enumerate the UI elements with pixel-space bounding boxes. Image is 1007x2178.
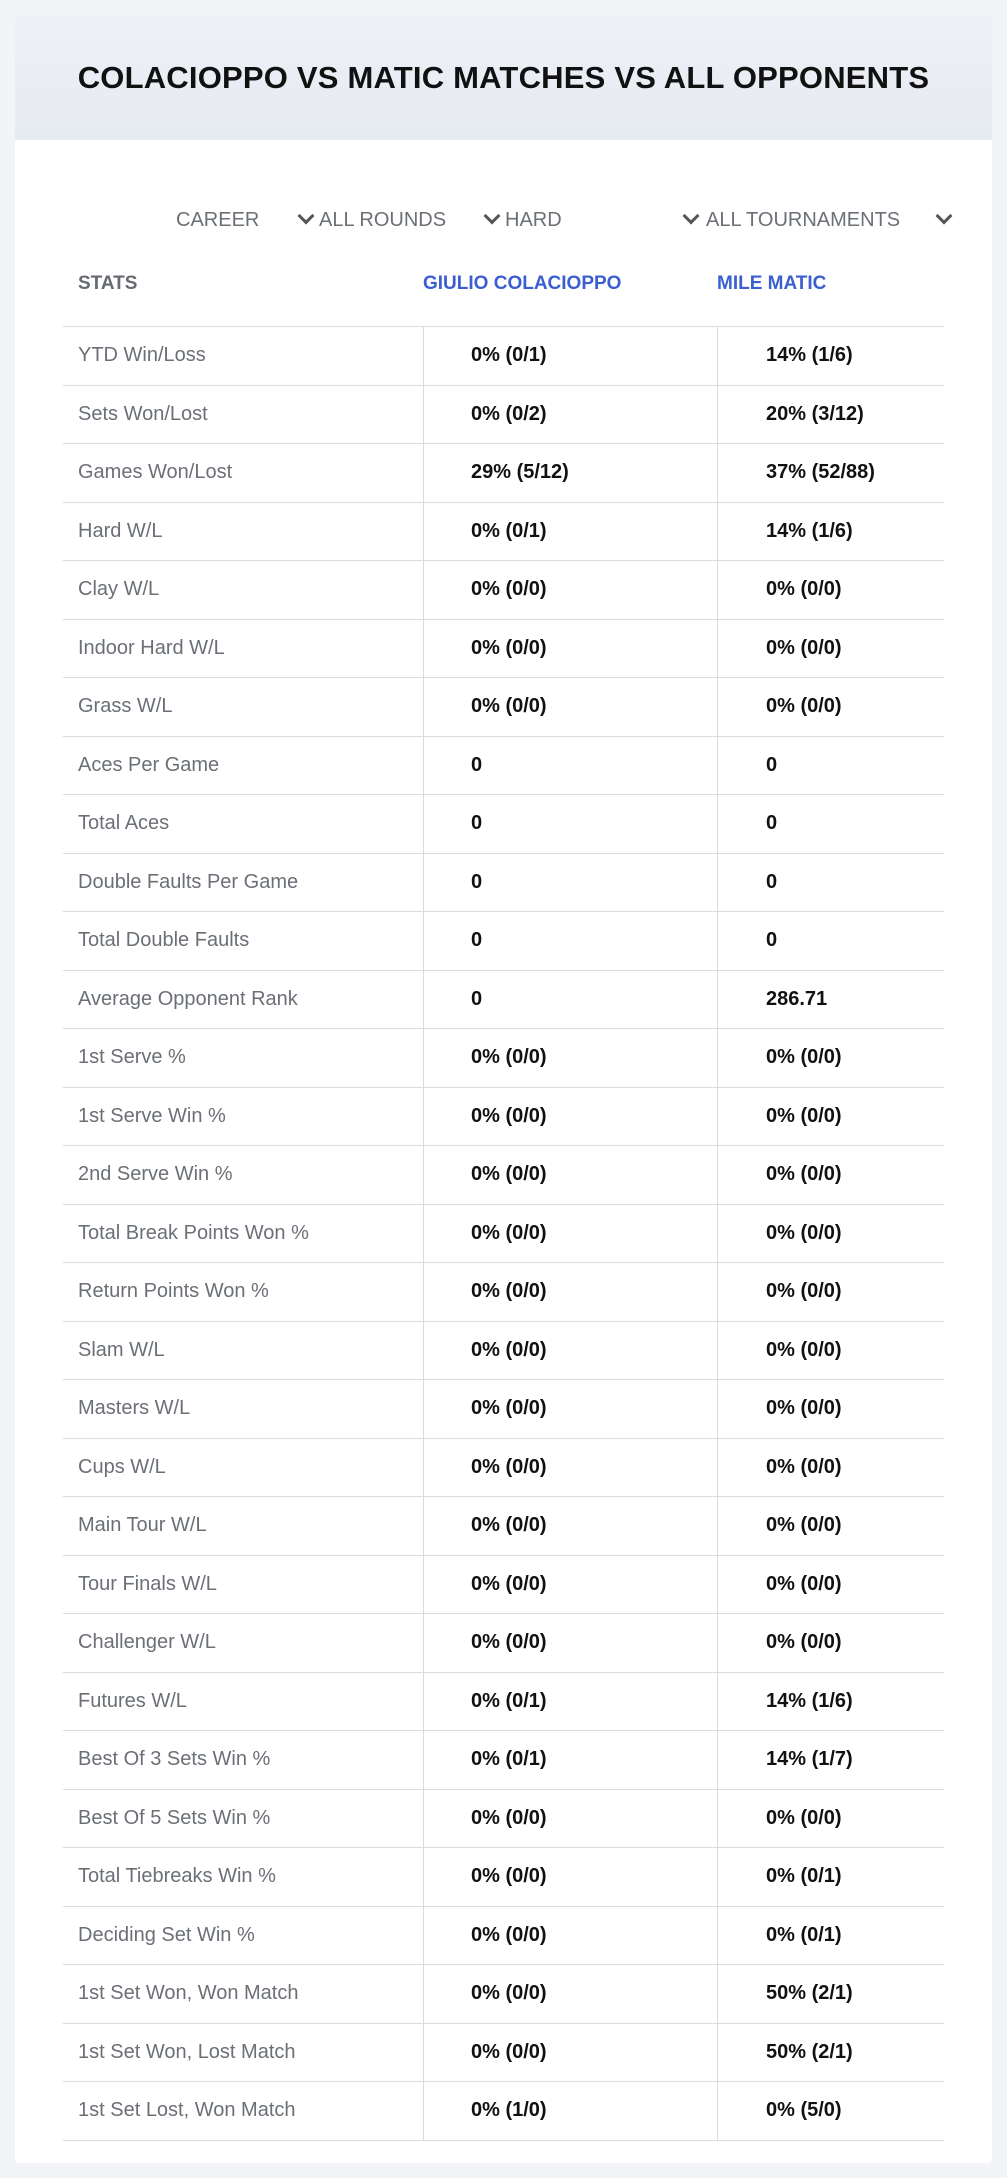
stat-label: Challenger W/L — [78, 1631, 216, 1654]
table-row — [63, 1556, 944, 1615]
player1-stat-value: 0% (0/0) — [423, 1790, 717, 1848]
player2-stat-value: 0% (0/0) — [717, 1790, 944, 1848]
table-row — [63, 795, 944, 854]
table-row — [63, 2024, 944, 2083]
player1-stat-value: 29% (5/12) — [423, 444, 717, 502]
player2-stat-value: 14% (1/6) — [717, 327, 944, 385]
table-row — [63, 620, 944, 679]
player1-stat-value: 0 — [423, 795, 717, 853]
filters-bar — [15, 187, 992, 253]
player1-stat-value: 0 — [423, 971, 717, 1029]
stat-label: Indoor Hard W/L — [78, 636, 225, 659]
player2-stat-value: 0% (0/0) — [717, 1614, 944, 1672]
table-row — [63, 1263, 944, 1322]
player1-stat-value: 0% (0/0) — [423, 1556, 717, 1614]
chevron-down-icon — [936, 208, 953, 225]
player1-stat-value: 0% (0/0) — [423, 1088, 717, 1146]
table-row — [63, 854, 944, 913]
period-select-value: CAREER — [176, 208, 260, 231]
stat-label: Games Won/Lost — [78, 461, 233, 484]
player2-stat-value: 0% (5/0) — [717, 2082, 944, 2140]
table-row — [63, 971, 944, 1030]
stat-label: Sets Won/Lost — [78, 402, 208, 425]
player2-stat-value: 0 — [717, 737, 944, 795]
chevron-down-icon — [298, 208, 315, 225]
stat-label: YTD Win/Loss — [78, 344, 206, 367]
player1-stat-value: 0% (0/0) — [423, 1029, 717, 1087]
table-row — [63, 1146, 944, 1205]
player2-stat-value: 14% (1/6) — [717, 503, 944, 561]
player2-stat-value: 0% (0/1) — [717, 1907, 944, 1965]
table-row — [63, 678, 944, 737]
page-title: COLACIOPPO VS MATIC MATCHES VS ALL OPPONENTS — [77, 59, 930, 95]
stat-label: Futures W/L — [78, 1689, 187, 1712]
table-row — [63, 1322, 944, 1381]
column-header-stats: STATS — [78, 273, 138, 294]
player2-stat-value: 0% (0/0) — [717, 620, 944, 678]
player2-stat-value: 14% (1/7) — [717, 1731, 944, 1789]
player2-stat-value: 0% (0/0) — [717, 1263, 944, 1321]
player1-stat-value: 0% (1/0) — [423, 2082, 717, 2140]
stats-card — [15, 15, 992, 2163]
stat-label: 1st Set Lost, Won Match — [78, 2099, 296, 2122]
player1-stat-value: 0% (0/0) — [423, 1907, 717, 1965]
player2-stat-value: 0% (0/0) — [717, 1205, 944, 1263]
player2-stat-value: 14% (1/6) — [717, 1673, 944, 1731]
surface-select[interactable] — [505, 187, 700, 253]
stat-label: Main Tour W/L — [78, 1514, 207, 1537]
player2-stat-value: 0% (0/0) — [717, 1088, 944, 1146]
table-row — [63, 1439, 944, 1498]
table-row — [63, 1731, 944, 1790]
player2-stat-value: 0% (0/0) — [717, 1146, 944, 1204]
stat-label: Total Aces — [78, 812, 170, 835]
table-row — [63, 1205, 944, 1264]
chevron-down-icon — [683, 208, 700, 225]
player2-stat-value: 0 — [717, 854, 944, 912]
player2-stat-value: 0% (0/0) — [717, 1029, 944, 1087]
player2-stat-value: 0% (0/0) — [717, 678, 944, 736]
player2-stat-value: 0% (0/0) — [717, 1380, 944, 1438]
player1-stat-value: 0% (0/0) — [423, 1614, 717, 1672]
table-row — [63, 561, 944, 620]
table-header — [63, 253, 944, 327]
stat-label: Best Of 3 Sets Win % — [78, 1748, 271, 1771]
player1-stat-value: 0% (0/0) — [423, 1439, 717, 1497]
table-row — [63, 1497, 944, 1556]
table-row — [63, 2082, 944, 2141]
rounds-select[interactable] — [319, 187, 504, 253]
stat-label: 1st Serve % — [78, 1046, 186, 1069]
tournaments-select-value: ALL TOURNAMENTS — [706, 208, 901, 231]
table-row — [63, 1965, 944, 2024]
card-header — [15, 15, 992, 140]
table-row — [63, 737, 944, 796]
table-row — [63, 503, 944, 562]
stat-label: Total Double Faults — [78, 929, 250, 952]
player1-stat-value: 0 — [423, 737, 717, 795]
table-body — [63, 327, 944, 2141]
player1-stat-value: 0% (0/0) — [423, 620, 717, 678]
player1-stat-value: 0% (0/1) — [423, 1731, 717, 1789]
player1-stat-value: 0% (0/0) — [423, 1965, 717, 2023]
table-row — [63, 1614, 944, 1673]
tournaments-select[interactable] — [706, 187, 956, 253]
player1-stat-value: 0 — [423, 854, 717, 912]
player1-stat-value: 0% (0/0) — [423, 1848, 717, 1906]
table-row — [63, 1029, 944, 1088]
stat-label: Total Break Points Won % — [78, 1221, 309, 1244]
table-row — [63, 444, 944, 503]
player2-stat-value: 0% (0/0) — [717, 561, 944, 619]
table-row — [63, 327, 944, 386]
surface-select-value: HARD — [505, 208, 562, 231]
stats-table — [63, 253, 944, 2141]
stat-label: Return Points Won % — [78, 1280, 269, 1303]
table-row — [63, 1673, 944, 1732]
player2-stat-value: 50% (2/1) — [717, 1965, 944, 2023]
stat-label: 1st Serve Win % — [78, 1104, 226, 1127]
stat-label: 1st Set Won, Lost Match — [78, 2040, 296, 2063]
stat-label: 1st Set Won, Won Match — [78, 1982, 299, 2005]
player1-stat-value: 0% (0/0) — [423, 561, 717, 619]
player2-stat-value: 0% (0/1) — [717, 1848, 944, 1906]
player2-stat-value: 0% (0/0) — [717, 1439, 944, 1497]
table-row — [63, 1907, 944, 1966]
player1-stat-value: 0% (0/0) — [423, 1205, 717, 1263]
player1-stat-value: 0% (0/1) — [423, 1673, 717, 1731]
player1-stat-value: 0% (0/0) — [423, 1322, 717, 1380]
player1-stat-value: 0% (0/0) — [423, 1497, 717, 1555]
stat-label: Slam W/L — [78, 1338, 165, 1361]
stat-label: 2nd Serve Win % — [78, 1163, 233, 1186]
player2-stat-value: 0 — [717, 795, 944, 853]
table-row — [63, 386, 944, 445]
player1-stat-value: 0 — [423, 912, 717, 970]
player2-stat-value: 20% (3/12) — [717, 386, 944, 444]
player1-stat-value: 0% (0/0) — [423, 2024, 717, 2082]
player2-stat-value: 0% (0/0) — [717, 1556, 944, 1614]
player1-stat-value: 0% (0/0) — [423, 1380, 717, 1438]
stat-label: Best Of 5 Sets Win % — [78, 1806, 271, 1829]
player1-stat-value: 0% (0/2) — [423, 386, 717, 444]
stat-label: Clay W/L — [78, 578, 160, 601]
table-row — [63, 1848, 944, 1907]
stat-label: Deciding Set Win % — [78, 1923, 255, 1946]
stat-label: Tour Finals W/L — [78, 1572, 217, 1595]
table-row — [63, 1380, 944, 1439]
stat-label: Aces Per Game — [78, 753, 220, 776]
stat-label: Cups W/L — [78, 1455, 166, 1478]
table-row — [63, 1088, 944, 1147]
table-row — [63, 1790, 944, 1849]
player1-name-link[interactable]: GIULIO COLACIOPPO — [423, 273, 622, 294]
stat-label: Average Opponent Rank — [78, 987, 298, 1010]
player2-name-link[interactable]: MILE MATIC — [717, 273, 827, 294]
player2-stat-value: 0 — [717, 912, 944, 970]
stat-label: Hard W/L — [78, 519, 163, 542]
player1-stat-value: 0% (0/0) — [423, 1263, 717, 1321]
player2-stat-value: 286.71 — [717, 971, 944, 1029]
player1-stat-value: 0% (0/0) — [423, 678, 717, 736]
table-row — [63, 912, 944, 971]
player2-stat-value: 0% (0/0) — [717, 1322, 944, 1380]
player1-stat-value: 0% (0/0) — [423, 1146, 717, 1204]
player1-stat-value: 0% (0/1) — [423, 503, 717, 561]
rounds-select-value: ALL ROUNDS — [319, 208, 447, 231]
stat-label: Total Tiebreaks Win % — [78, 1865, 276, 1888]
stat-label: Double Faults Per Game — [78, 870, 299, 893]
player1-stat-value: 0% (0/1) — [423, 327, 717, 385]
player2-stat-value: 37% (52/88) — [717, 444, 944, 502]
stat-label: Grass W/L — [78, 695, 173, 718]
period-select[interactable] — [176, 187, 316, 253]
chevron-down-icon — [484, 208, 501, 225]
player2-stat-value: 0% (0/0) — [717, 1497, 944, 1555]
player2-stat-value: 50% (2/1) — [717, 2024, 944, 2082]
stat-label: Masters W/L — [78, 1397, 191, 1420]
